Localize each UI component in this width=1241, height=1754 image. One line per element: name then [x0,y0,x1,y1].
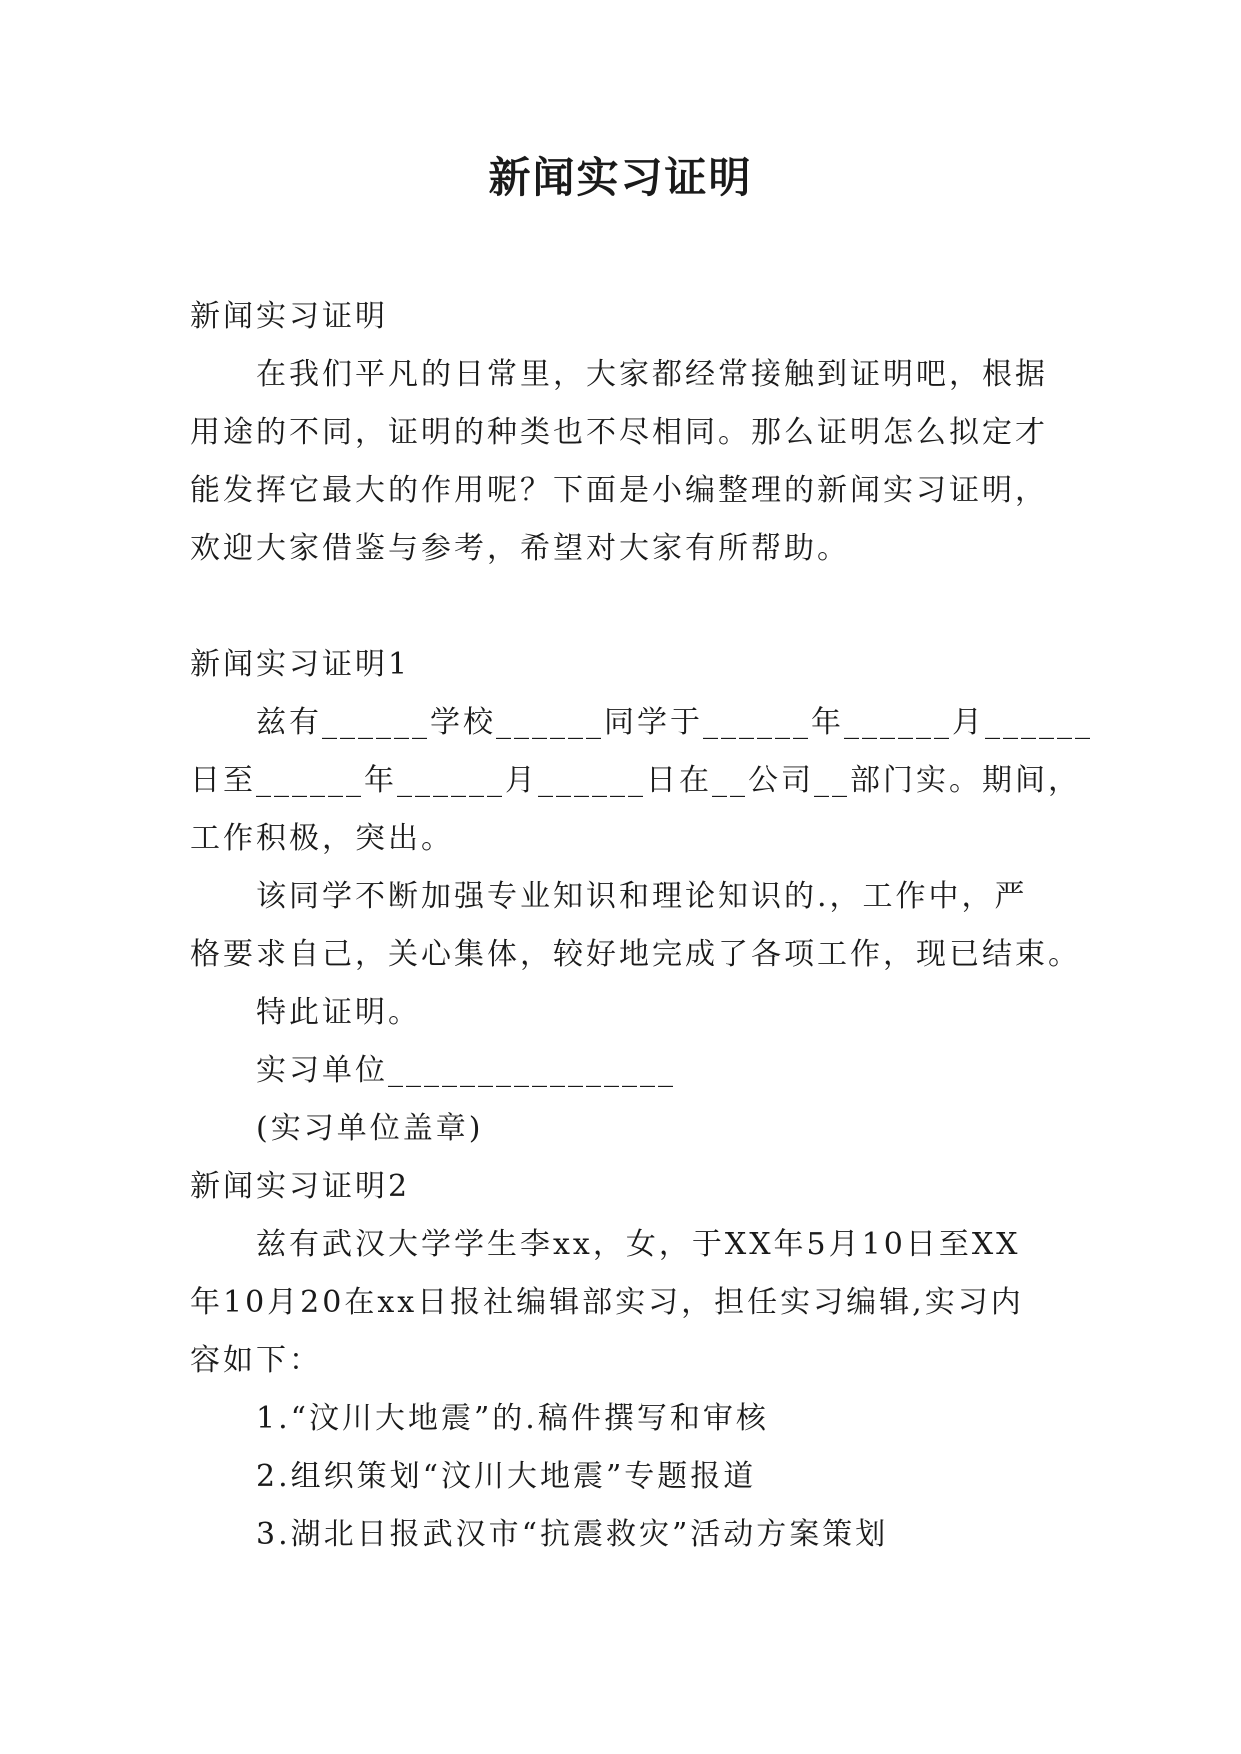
section2-heading: 新闻实习证明2 [190,1169,411,1204]
document-body [190,288,1093,1564]
intro-paragraph-line: 用途的不同，证明的种类也不尽相同。那么证明怎么拟定才 [190,415,1048,450]
certificate-text-line: 容如下： [190,1343,322,1378]
intro-heading: 新闻实习证明 [190,299,388,334]
certificate-text-line: 工作积极，突出。 [190,821,454,856]
seal-note: (实习单位盖章) [256,1111,484,1146]
certification-statement: 特此证明。 [256,995,421,1030]
internship-unit-line: 实习单位________________ [256,1053,676,1088]
section1-heading: 新闻实习证明1 [190,647,411,682]
certificate-text-line: 该同学不断加强专业知识和理论知识的.，工作中，严 [256,879,1028,914]
certificate-text-line: 兹有武汉大学学生李xx，女，于XX年5月10日至XX [256,1227,1021,1262]
intro-paragraph-line: 能发挥它最大的作用呢？下面是小编整理的新闻实习证明， [190,473,1048,508]
certificate-text-line: 年10月20在xx日报社编辑部实习，担任实习编辑,实习内 [190,1285,1024,1320]
list-item: 2.组织策划“汶川大地震”专题报道 [256,1459,757,1494]
certificate-text-line: 格要求自己，关心集体，较好地完成了各项工作，现已结束。 [190,937,1081,972]
certificate-fill-line: 日至______年______月______日在__公司__部门实。期间， [190,763,1081,798]
certificate-fill-line: 兹有______学校______同学于______年______月______ [256,705,1093,740]
intro-paragraph-line: 在我们平凡的日常里，大家都经常接触到证明吧，根据 [256,357,1048,392]
intro-paragraph-line: 欢迎大家借鉴与参考，希望对大家有所帮助。 [190,531,850,566]
page-title: 新闻实习证明 [488,153,753,202]
list-item: 3.湖北日报武汉市“抗震救灾”活动方案策划 [256,1517,889,1552]
list-item: 1.“汶川大地震”的.稿件撰写和审核 [256,1401,769,1436]
section-spacer [190,578,1060,636]
